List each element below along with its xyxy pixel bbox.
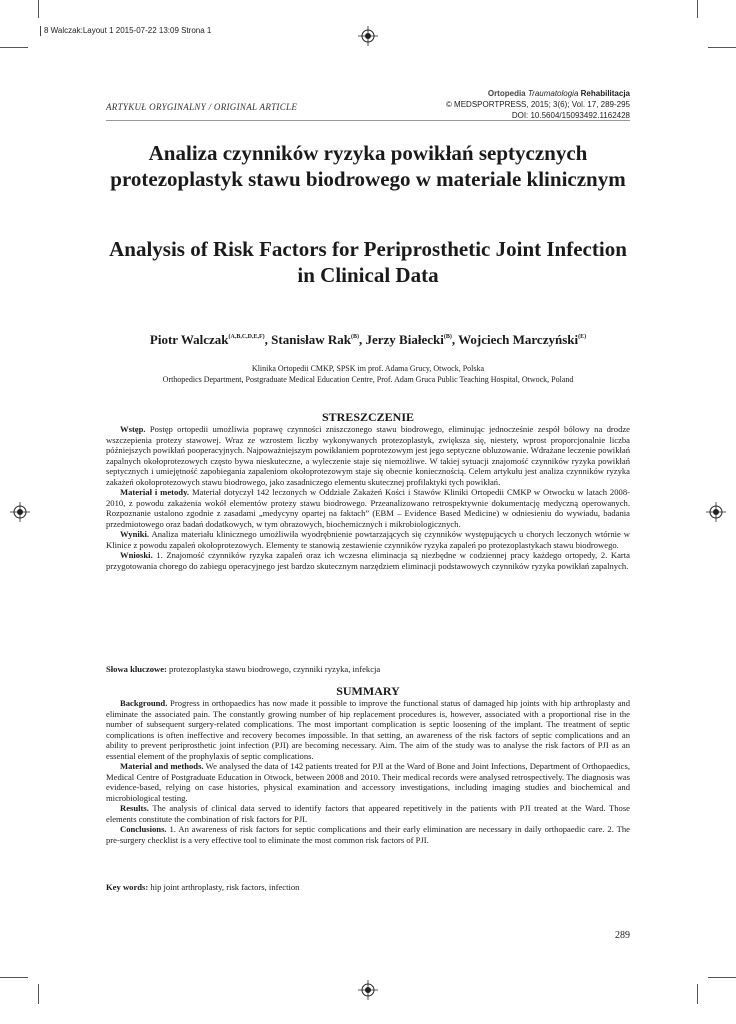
author-name: Piotr Walczak (149, 332, 229, 347)
abstract-pl-methods (106, 487, 630, 529)
abstract-en-heading: SUMMARY (336, 684, 400, 698)
abstract-pl-methods-label: Materiał i metody. (120, 487, 190, 497)
author-contribution: (B) (443, 334, 452, 340)
abstract-en-background-label: Background. (120, 698, 168, 708)
citation: © MEDSPORTPRESS, 2015; 3(6); Vol. 17, 289-295 (445, 100, 630, 109)
crop-mark-bottom-left-h (0, 977, 28, 978)
abstract-pl (106, 424, 630, 571)
author-separator: , (451, 332, 459, 347)
journal-rehab: Rehabilitacja (580, 89, 630, 98)
abstract-en (106, 698, 630, 845)
crop-mark-bottom-left-v (38, 984, 39, 1004)
abstract-pl-conclusions (106, 550, 630, 571)
abstract-en-methods-label: Material and methods. (120, 761, 204, 771)
journal-trauma: Traumatologia (527, 89, 579, 98)
author-list (60, 332, 676, 348)
keywords-en-label: Key words: (106, 882, 149, 892)
title-polish: Analiza czynników ryzyka powikłań septycznych protezoplastyk stawu biodrowego w materiale klinicznym (110, 141, 626, 191)
doi: DOI: 10.5604/15093492.1162428 (511, 111, 630, 120)
header-divider (106, 120, 630, 121)
crop-mark-top-right-h (708, 47, 736, 48)
abstract-en-results-label: Results. (120, 803, 149, 813)
print-slug: 8 Walczak:Layout 1 2015-07-22 13:09 Strona 1 (40, 26, 211, 36)
abstract-en-methods (106, 761, 630, 803)
keywords-pl-text: protezoplastyka stawu biodrowego, czynniki ryzyka, infekcja (166, 664, 381, 674)
title-english: Analysis of Risk Factors for Periprosthetic Joint Infection in Clinical Data (109, 237, 627, 287)
abstract-pl-background (106, 424, 630, 487)
abstract-en-methods-text: We analysed the data of 142 patients treated for PJI at the Ward of Bone and Joint Infections, Department of Orthopaedics, Medical Centre of Postgraduate Education in Otwock, between 2008 and 2010. Their medical records were analysed retrospectively. The diagnosis was evidence-based, relying on case histories, physical examination and accessory investigations, including imaging studies and biochemical and microbiological testing. (106, 761, 630, 803)
author-separator: , (359, 332, 366, 347)
journal-name (446, 88, 630, 99)
abstract-en-results (106, 803, 630, 824)
abstract-en-conclusions (106, 824, 630, 845)
page-number: 289 (615, 930, 630, 941)
abstract-en-results-text: The analysis of clinical data served to identify factors that appeared repetitively in the patients with PJI treated at the Ward. Those elements constitute the combination of risk factors for PJI. (106, 803, 630, 824)
crop-mark-top-left-v (38, 0, 39, 18)
journal-brand: Ortopedia (487, 89, 526, 98)
author-contribution: (A,B,C,D,E,F) (228, 334, 265, 340)
abstract-pl-results-text: Analiza materiału klinicznego umożliwiła wyodrębnienie powtarzających się czynników występujących u chorych leczonych wtórnie w Klinice z powodu zapaleń okołoprotezowych. Elementy te stanowią zestawienie czynników ryzyka zapaleń po protezoplastykach stawu biodrowego. (106, 529, 630, 550)
article-type-label: ARTYKUŁ ORYGINALNY / ORIGINAL ARTICLE (106, 102, 298, 112)
abstract-en-background (106, 698, 630, 761)
keywords-pl (106, 664, 630, 675)
affiliation-english: Orthopedics Department, Postgraduate Medical Education Centre, Prof. Adam Gruca Public Teaching Hospital, Otwock, Poland (162, 375, 574, 384)
abstract-pl-heading: STRESZCZENIE (321, 410, 415, 424)
abstract-en-conclusions-label: Conclusions. (120, 824, 167, 834)
abstract-en-background-text: Progress in orthopaedics has now made it possible to improve the functional status of damaged hip joints with hip arthroplasty and eliminate the associated pain. The constantly growing number of hip replacement procedures is, however, associated with a proportional rise in the number of subsequent surgery-related complications. The most important complication is septic loosening of the implant. The treatment of septic complications is often ineffective and recovery becomes impossible. In that setting, an awareness of the risk factors of septic complications and an ability to prevent periprosthetic joint infection (PJI) are becoming necessary. Aim. The aim of the study was to analyse the risk factors of PJI as an essential element of the prophylaxis of septic complications. (106, 698, 630, 761)
keywords-pl-label: Słowa kluczowe: (106, 664, 167, 674)
abstract-pl-background-label: Wstęp. (120, 424, 146, 434)
author-contribution: (E) (578, 334, 587, 340)
author-name: Wojciech Marczyński (458, 332, 579, 347)
abstract-pl-background-text: Postęp ortopedii umożliwia poprawę czynności zniszczonego stawu biodrowego, eliminując jednocześnie zespół bólowy na drodze wszczepienia protezy stawowej. Wraz ze wzrostem liczby wykonywanych protezoplastyk, zwiększa się, niestety, wprost proporcjonalnie liczba późniejszych powikłań pooperacyjnych. Najpoważniejszym powikłaniem poprotezowym jest jego septyczne obluzowanie. Wdrażane leczenie powikłań zapalnych okołoprotezowych często bywa nieskuteczne, a wyleczenie staje się niemożliwe. W takiej sytuacji znajomość czynników ryzyka powikłań septycznych i umiejętność zapobiegania zapaleniom okołoprotezowym staje się obecnie koniecznością. Celem artykułu jest analiza czynników ryzyka zakażeń okołoprotezowych stawu biodrowego, jako zasadniczego elementu skutecznej profilaktyki tych powikłań. (106, 424, 630, 487)
registration-mark-left-icon (10, 502, 30, 522)
registration-mark-top-icon (358, 26, 378, 46)
journal-info (446, 88, 630, 121)
author-name: Jerzy Białecki (365, 332, 444, 347)
crop-mark-top-left-h (0, 47, 28, 48)
crop-mark-top-right-v (697, 0, 698, 18)
affiliation (60, 363, 676, 385)
abstract-pl-methods-text: Materiał dotyczył 142 leczonych w Oddziale Zakażeń Kości i Stawów Kliniki Ortopedii CMKP w Otwocku w latach 2008-2010, z powodu zakażenia wokół elementów protezy stawu biodrowego. Przeanalizowano retrospektywnie dokumentację medyczną operowanych. Rozpoznanie ustalono zgodnie z zasadami „medycyny opartej na faktach” (EBM – Evidence Based Medicine) w odniesieniu do wywiadu, badania przedmiotowego oraz badań dodatkowych, w tym obrazowych, biochemicznych i mikrobiologicznych. (106, 487, 630, 529)
affiliation-polish: Klinika Ortopedii CMKP, SPSK im prof. Adama Grucy, Otwock, Polska (251, 364, 485, 373)
registration-mark-right-icon (706, 502, 726, 522)
author-name: Stanisław Rak (271, 332, 351, 347)
crop-mark-bottom-right-h (708, 977, 736, 978)
registration-mark-bottom-icon (358, 980, 378, 1000)
crop-mark-bottom-right-v (697, 984, 698, 1004)
abstract-pl-results-label: Wyniki. (120, 529, 150, 539)
keywords-en (106, 882, 630, 893)
abstract-pl-conclusions-text: 1. Znajomość czynników ryzyka zapaleń oraz ich wczesna eliminacja są niezbędne w codziennej pracy każdego ortopedy, 2. Karta przygotowania chorego do zabiegu operacyjnego jest bardzo skutecznym narzędziem eliminacji podstawowych czynników ryzyka powikłań zapalnych. (106, 550, 630, 571)
keywords-en-text: hip joint arthroplasty, risk factors, infection (148, 882, 300, 892)
abstract-en-conclusions-text: 1. An awareness of risk factors for septic complications and their early elimination are necessary in daily orthopaedic care. 2. The pre-surgery checklist is a very effective tool to eliminate the most common risk factors of PJI. (106, 824, 630, 845)
author-separator: , (264, 332, 272, 347)
abstract-pl-results (106, 529, 630, 550)
author-contribution: (B) (351, 334, 359, 340)
abstract-pl-conclusions-label: Wnioski. (120, 550, 153, 560)
